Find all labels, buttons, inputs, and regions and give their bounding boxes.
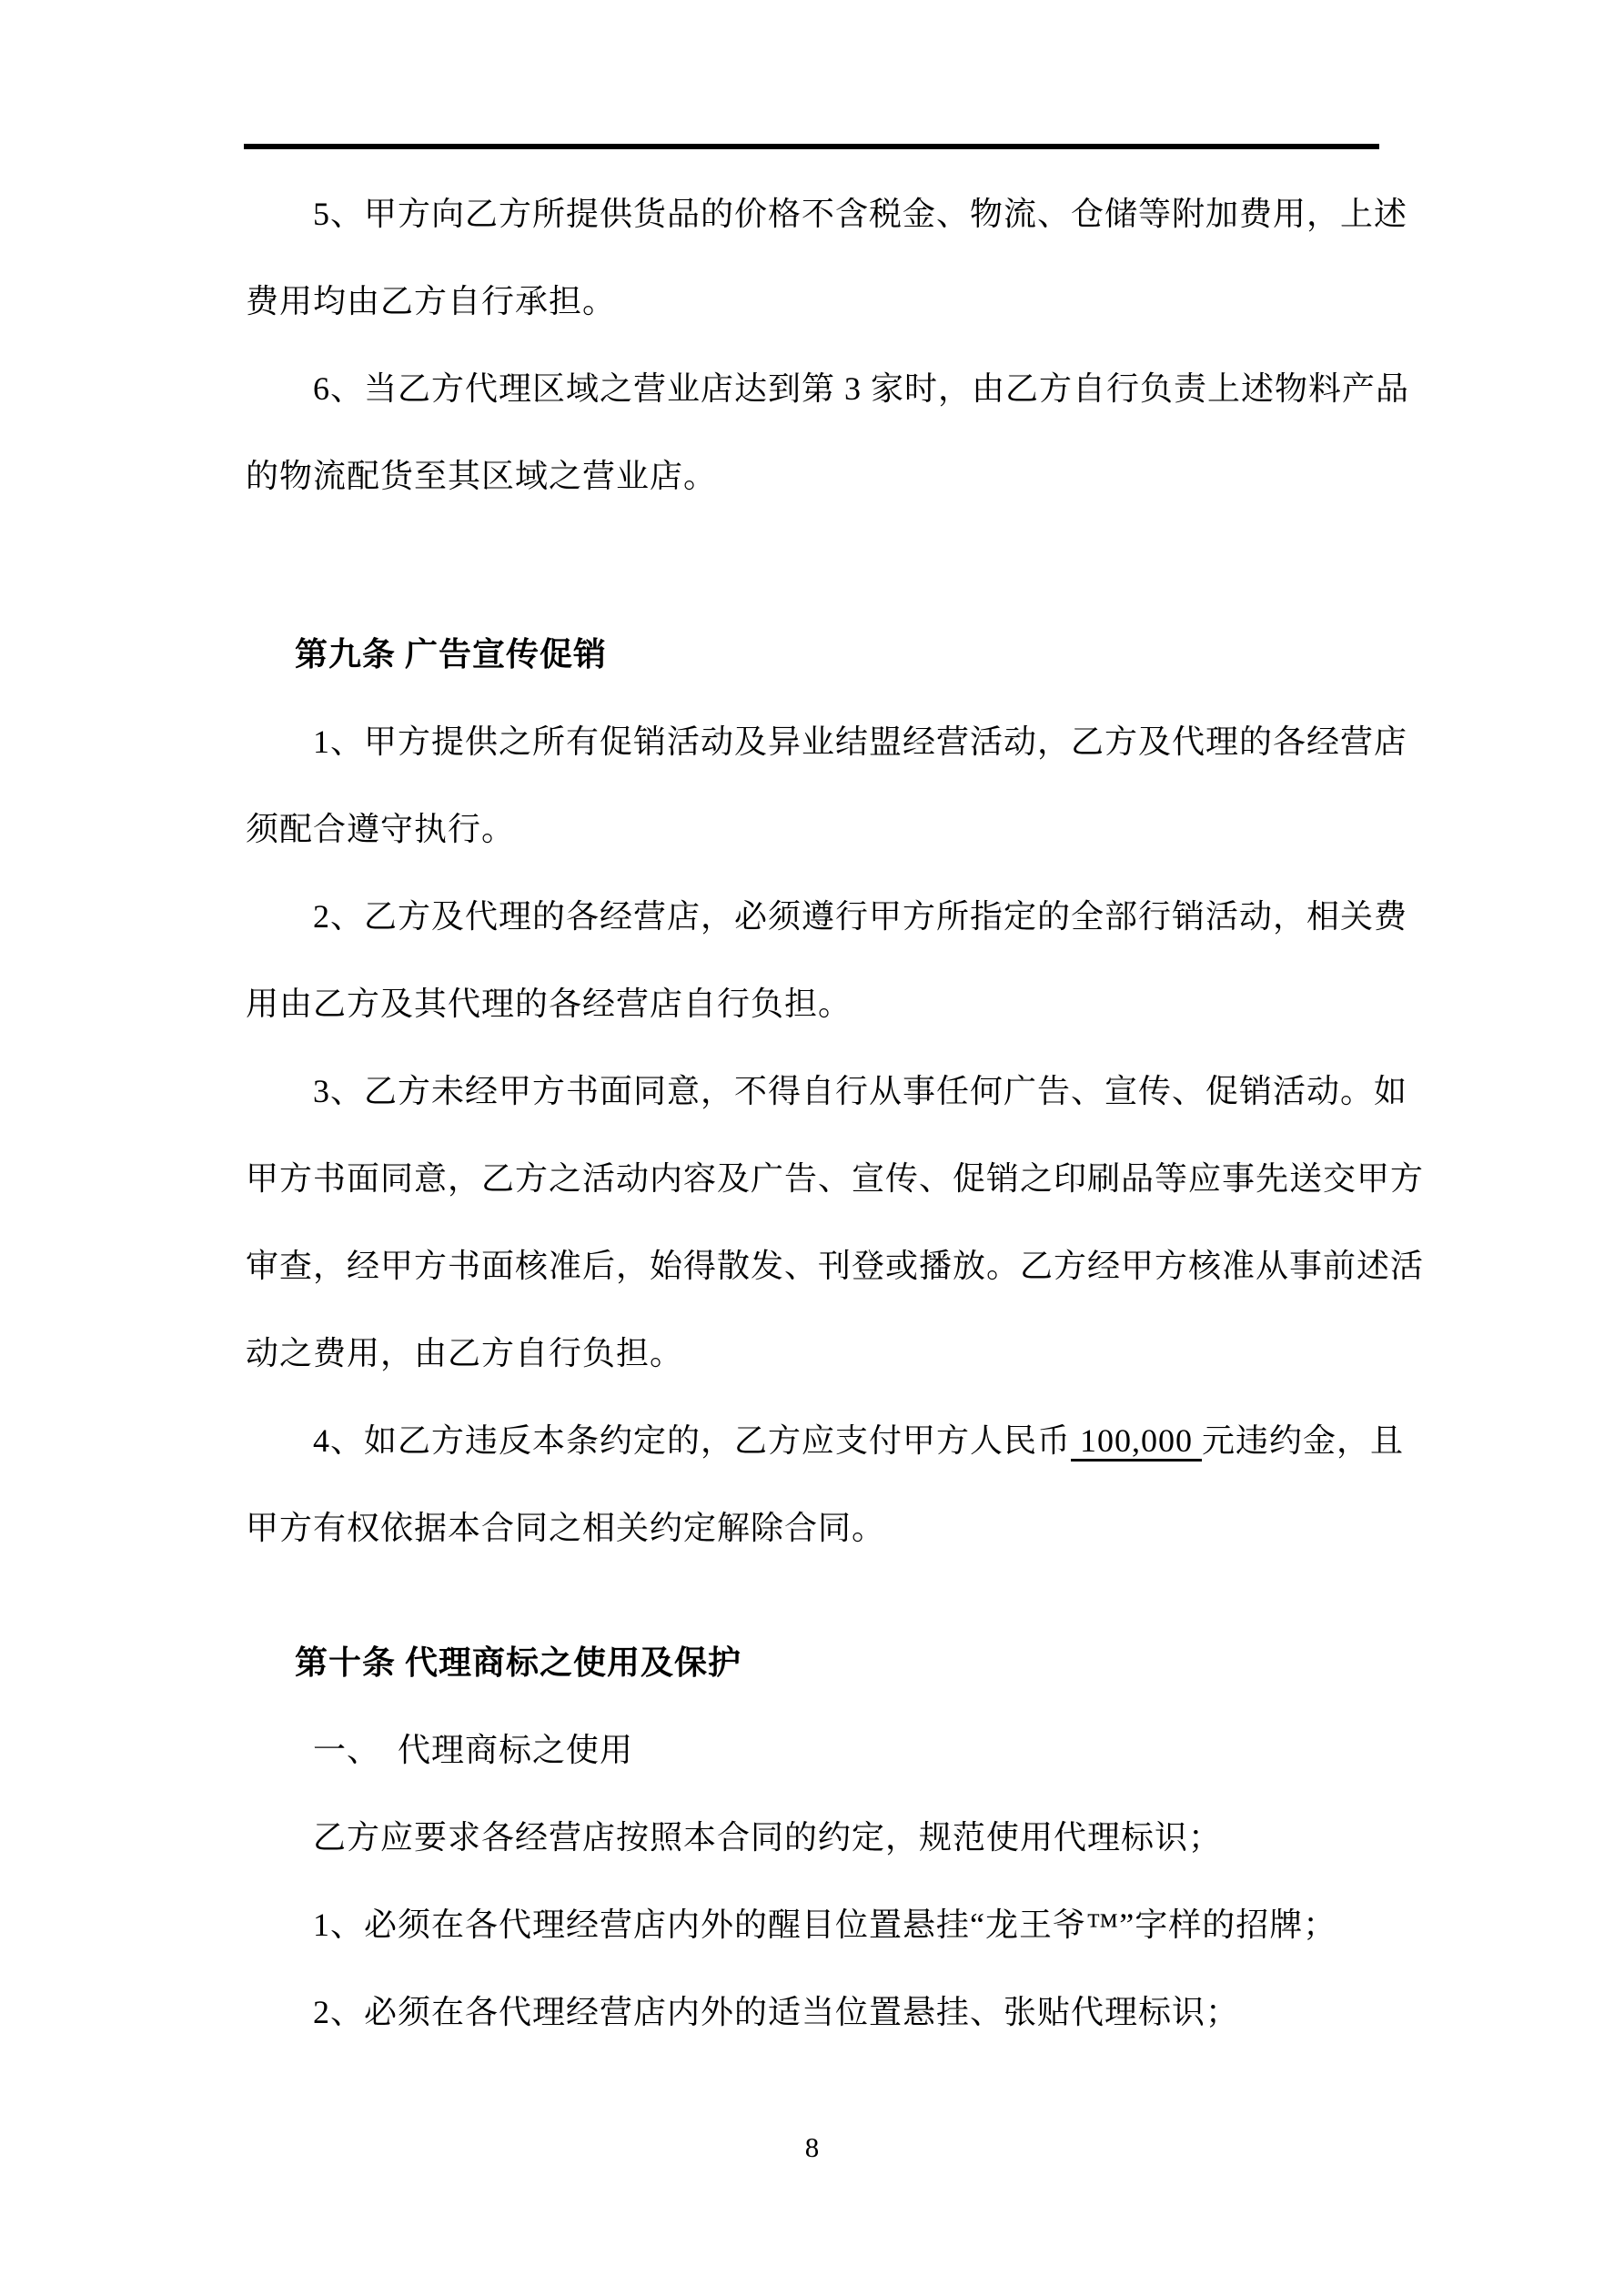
section-gap-before-article-10 — [246, 1572, 1378, 1619]
penalty-text-before: 4、如乙方违反本条约定的，乙方应支付甲方人民币 — [313, 1422, 1072, 1459]
article-10-heading: 第十条 代理商标之使用及保护 — [295, 1644, 742, 1681]
article-9-item-3-line-4: 动之费用，由乙方自行负担。 — [246, 1335, 684, 1371]
article-9-item-1-line-1: 1、甲方提供之所有促销活动及异业结盟经营活动，乙方及代理的各经营店 — [313, 723, 1408, 760]
section-gap-before-article-9 — [246, 520, 1378, 611]
clause-5-line-1: 5、甲方向乙方所提供货品的价格不含税金、物流、仓储等附加费用，上述 — [313, 196, 1408, 232]
page-number: 8 — [804, 2131, 820, 2163]
article-9-item-4-line-2: 甲方有权依据本合同之相关约定解除合同。 — [246, 1510, 886, 1546]
article-10-item-1-line: 1、必须在各代理经营店内外的醒目位置悬挂“龙王爷™”字样的招牌； — [313, 1907, 1337, 1943]
article-10-sub-heading: 一、 代理商标之使用 — [313, 1732, 634, 1768]
article-10-item-2-line: 2、必须在各代理经营店内外的适当位置悬挂、张贴代理标识； — [313, 1994, 1240, 2030]
header-divider-rule — [244, 144, 1379, 149]
clause-6-line-2: 的物流配货至其区域之营业店。 — [246, 458, 718, 494]
article-9-item-2-line-2: 用由乙方及其代理的各经营店自行负担。 — [246, 986, 852, 1022]
article-9-item-3-line-2: 甲方书面同意，乙方之活动内容及广告、宣传、促销之印刷品等应事先送交甲方 — [246, 1160, 1425, 1197]
clause-5-line-2: 费用均由乙方自行承担。 — [246, 283, 617, 319]
article-9-item-2-line-1: 2、乙方及代理的各经营店，必须遵行甲方所指定的全部行销活动，相关费 — [313, 898, 1408, 935]
penalty-amount-underlined: 100,000 — [1071, 1422, 1203, 1459]
article-9-item-1-line-2: 须配合遵守执行。 — [246, 811, 516, 847]
penalty-text-after: 元违约金，且 — [1202, 1422, 1405, 1459]
article-9-heading: 第九条 广告宣传促销 — [295, 636, 608, 673]
article-9-item-3-line-3: 审查，经甲方书面核准后，始得散发、刊登或播放。乙方经甲方核准从事前述活 — [246, 1248, 1425, 1284]
article-10-intro-line: 乙方应要求各经营店按照本合同的约定，规范使用代理标识； — [313, 1819, 1223, 1856]
article-9-item-4-line-1 — [246, 1397, 1405, 1484]
clause-6-line-1: 6、当乙方代理区域之营业店达到第 3 家时，由乙方自行负责上述物料产品 — [313, 370, 1410, 407]
document-body — [246, 170, 1425, 2056]
article-9-item-3-line-1: 3、乙方未经甲方书面同意，不得自行从事任何广告、宣传、促销活动。如 — [313, 1073, 1408, 1109]
